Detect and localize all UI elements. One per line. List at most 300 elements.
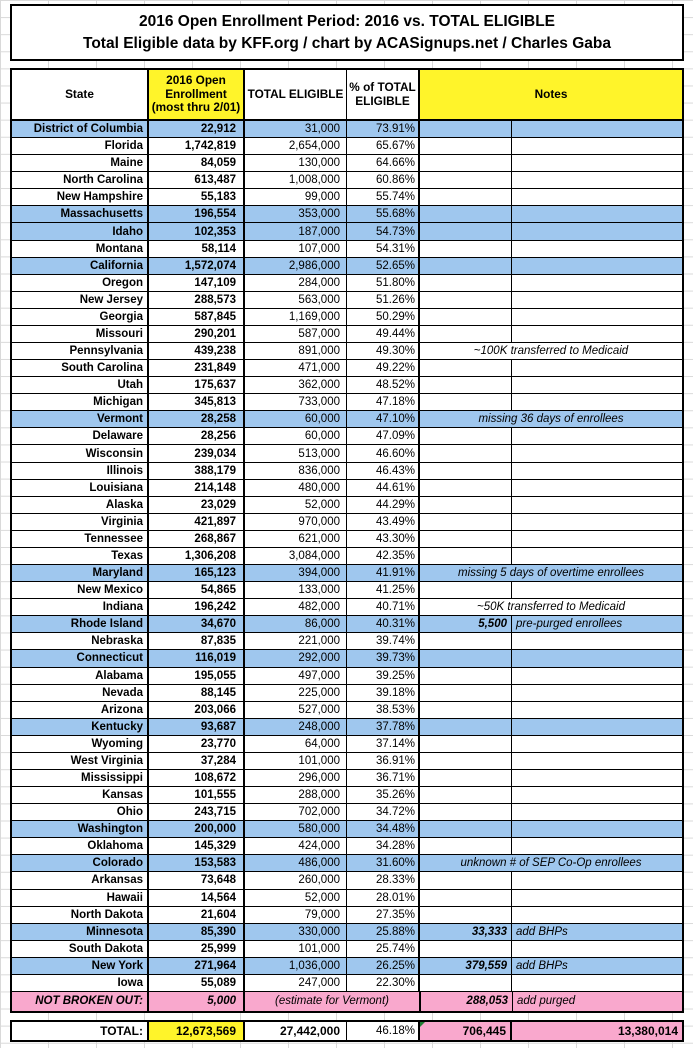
state-cell[interactable]: Ohio [12,804,149,820]
enrollment-cell[interactable]: 196,554 [149,206,245,222]
note-value-cell[interactable] [420,241,512,257]
note-value-cell[interactable] [420,497,512,513]
state-cell[interactable]: Wyoming [12,736,149,752]
eligible-cell[interactable]: 296,000 [245,770,347,786]
eligible-cell[interactable]: 52,000 [245,497,347,513]
note-value-cell[interactable] [420,172,512,188]
percent-cell[interactable]: 50.29% [347,309,420,325]
not-broken-out-enrollment[interactable]: 5,000 [149,992,245,1011]
eligible-cell[interactable]: 130,000 [245,155,347,171]
eligible-cell[interactable]: 486,000 [245,855,347,871]
enrollment-cell[interactable]: 587,845 [149,309,245,325]
state-cell[interactable]: North Dakota [12,907,149,923]
eligible-cell[interactable]: 480,000 [245,480,347,496]
note-value-cell[interactable] [420,360,512,376]
note-text-cell[interactable] [512,770,682,786]
eligible-cell[interactable]: 580,000 [245,821,347,837]
note-value-cell[interactable] [420,941,512,957]
state-cell[interactable]: Louisiana [12,480,149,496]
enrollment-cell[interactable]: 203,066 [149,702,245,718]
eligible-cell[interactable]: 99,000 [245,189,347,205]
note-value-cell[interactable] [420,770,512,786]
enrollment-cell[interactable]: 22,912 [149,121,245,137]
state-cell[interactable]: Kansas [12,787,149,803]
percent-cell[interactable]: 34.72% [347,804,420,820]
note-text-cell[interactable] [512,702,682,718]
header-percent-eligible[interactable]: % of TOTAL ELIGIBLE [347,70,420,119]
percent-cell[interactable]: 35.26% [347,787,420,803]
note-value-cell[interactable] [420,668,512,684]
enrollment-cell[interactable]: 37,284 [149,753,245,769]
state-cell[interactable]: Michigan [12,394,149,410]
note-value-cell[interactable] [420,309,512,325]
note-value-cell[interactable] [420,804,512,820]
note-value-cell[interactable] [420,377,512,393]
eligible-cell[interactable]: 101,000 [245,941,347,957]
percent-cell[interactable]: 54.31% [347,241,420,257]
enrollment-cell[interactable]: 268,867 [149,531,245,547]
enrollment-cell[interactable]: 108,672 [149,770,245,786]
enrollment-cell[interactable]: 14,564 [149,890,245,906]
note-text-cell[interactable] [512,514,682,530]
enrollment-cell[interactable]: 54,865 [149,582,245,598]
note-text-cell[interactable] [512,633,682,649]
note-value-cell[interactable] [420,428,512,444]
enrollment-cell[interactable]: 290,201 [149,326,245,342]
note-value-cell[interactable] [420,445,512,461]
eligible-cell[interactable]: 527,000 [245,702,347,718]
enrollment-cell[interactable]: 153,583 [149,855,245,871]
state-cell[interactable]: Maryland [12,565,149,581]
state-cell[interactable]: Pennsylvania [12,343,149,359]
percent-cell[interactable]: 25.74% [347,941,420,957]
note-text-cell[interactable] [512,838,682,854]
note-value-cell[interactable] [420,275,512,291]
percent-cell[interactable]: 55.74% [347,189,420,205]
eligible-cell[interactable]: 64,000 [245,736,347,752]
enrollment-cell[interactable]: 231,849 [149,360,245,376]
header-state[interactable]: State [12,70,149,119]
note-text-cell[interactable] [512,275,682,291]
percent-cell[interactable]: 47.10% [347,411,420,427]
enrollment-cell[interactable]: 23,770 [149,736,245,752]
percent-cell[interactable]: 46.60% [347,445,420,461]
note-value-cell[interactable] [420,223,512,239]
note-value-cell[interactable] [420,463,512,479]
percent-cell[interactable]: 38.53% [347,702,420,718]
note-text-cell[interactable] [512,206,682,222]
state-cell[interactable]: New Hampshire [12,189,149,205]
eligible-cell[interactable]: 353,000 [245,206,347,222]
note-text-cell[interactable]: pre-purged enrollees [516,618,623,631]
header-total-eligible[interactable]: TOTAL ELIGIBLE [245,70,347,119]
note-text-cell[interactable] [512,326,682,342]
percent-cell[interactable]: 41.25% [347,582,420,598]
enrollment-cell[interactable]: 28,256 [149,428,245,444]
note-text-cell[interactable] [512,223,682,239]
eligible-cell[interactable]: 187,000 [245,223,347,239]
percent-cell[interactable]: 40.71% [347,599,420,615]
eligible-cell[interactable]: 563,000 [245,292,347,308]
note-merged-cell[interactable]: ~50K transferred to Medicaid [477,601,625,614]
note-value-cell[interactable] [420,138,512,154]
note-value-cell[interactable] [420,582,512,598]
total-percent[interactable]: 46.18% [347,1022,420,1040]
enrollment-cell[interactable]: 73,648 [149,872,245,888]
note-text-cell[interactable] [512,309,682,325]
header-2016-enrollment[interactable]: 2016 Open Enrollment (most thru 2/01) [149,70,245,119]
not-broken-out-label[interactable]: NOT BROKEN OUT: [12,992,149,1011]
state-cell[interactable]: New Mexico [12,582,149,598]
enrollment-cell[interactable]: 200,000 [149,821,245,837]
not-broken-out-estimate[interactable]: (estimate for Vermont) [245,992,421,1011]
enrollment-cell[interactable]: 101,555 [149,787,245,803]
eligible-cell[interactable]: 733,000 [245,394,347,410]
note-text-cell[interactable] [512,189,682,205]
percent-cell[interactable]: 42.35% [347,548,420,564]
note-text-cell[interactable] [512,394,682,410]
note-text-cell[interactable] [512,258,682,274]
note-text-cell[interactable] [512,668,682,684]
note-value-cell[interactable] [420,548,512,564]
enrollment-cell[interactable]: 147,109 [149,275,245,291]
note-text-cell[interactable]: add BHPs [516,959,568,972]
note-value-cell[interactable] [420,121,512,137]
note-value-cell[interactable] [420,702,512,718]
not-broken-out-note-text[interactable]: add purged [517,995,576,1008]
note-value-cell[interactable] [420,736,512,752]
eligible-cell[interactable]: 587,000 [245,326,347,342]
eligible-cell[interactable]: 288,000 [245,787,347,803]
enrollment-cell[interactable]: 93,687 [149,719,245,735]
note-value-cell[interactable] [420,326,512,342]
enrollment-cell[interactable]: 165,123 [149,565,245,581]
note-text-cell[interactable] [512,685,682,701]
enrollment-cell[interactable]: 243,715 [149,804,245,820]
eligible-cell[interactable]: 362,000 [245,377,347,393]
note-text-cell[interactable] [512,787,682,803]
note-text-cell[interactable] [512,821,682,837]
state-cell[interactable]: Indiana [12,599,149,615]
note-text-cell[interactable] [512,582,682,598]
eligible-cell[interactable]: 79,000 [245,907,347,923]
eligible-cell[interactable]: 101,000 [245,753,347,769]
state-cell[interactable]: Alaska [12,497,149,513]
percent-cell[interactable]: 34.28% [347,838,420,854]
note-value-cell[interactable] [420,975,512,991]
note-text-cell[interactable] [512,463,682,479]
note-text-cell[interactable] [512,121,682,137]
percent-cell[interactable]: 36.91% [347,753,420,769]
percent-cell[interactable]: 39.18% [347,685,420,701]
eligible-cell[interactable]: 60,000 [245,411,347,427]
percent-cell[interactable]: 41.91% [347,565,420,581]
percent-cell[interactable]: 44.61% [347,480,420,496]
note-value-cell[interactable] [420,838,512,854]
note-text-cell[interactable] [512,377,682,393]
note-value-cell[interactable] [420,821,512,837]
percent-cell[interactable]: 39.74% [347,633,420,649]
percent-cell[interactable]: 37.78% [347,719,420,735]
enrollment-cell[interactable]: 34,670 [149,616,245,632]
percent-cell[interactable]: 46.43% [347,463,420,479]
note-value-cell[interactable] [420,258,512,274]
eligible-cell[interactable]: 497,000 [245,668,347,684]
percent-cell[interactable]: 26.25% [347,958,420,974]
enrollment-cell[interactable]: 84,059 [149,155,245,171]
eligible-cell[interactable]: 513,000 [245,445,347,461]
enrollment-cell[interactable]: 28,258 [149,411,245,427]
state-cell[interactable]: Oklahoma [12,838,149,854]
eligible-cell[interactable]: 330,000 [245,924,347,940]
percent-cell[interactable]: 64.66% [347,155,420,171]
state-cell[interactable]: Minnesota [12,924,149,940]
state-cell[interactable]: Oregon [12,275,149,291]
percent-cell[interactable]: 44.29% [347,497,420,513]
note-text-cell[interactable] [512,360,682,376]
enrollment-cell[interactable]: 195,055 [149,668,245,684]
percent-cell[interactable]: 65.67% [347,138,420,154]
state-cell[interactable]: Wisconsin [12,445,149,461]
state-cell[interactable]: Alabama [12,668,149,684]
note-text-cell[interactable] [512,138,682,154]
note-merged-cell[interactable]: unknown # of SEP Co-Op enrollees [460,857,642,870]
enrollment-cell[interactable]: 196,242 [149,599,245,615]
state-cell[interactable]: West Virginia [12,753,149,769]
percent-cell[interactable]: 51.80% [347,275,420,291]
eligible-cell[interactable]: 133,000 [245,582,347,598]
note-text-cell[interactable] [512,872,682,888]
note-merged-cell[interactable]: ~100K transferred to Medicaid [473,345,629,358]
enrollment-cell[interactable]: 271,964 [149,958,245,974]
percent-cell[interactable]: 28.33% [347,872,420,888]
enrollment-cell[interactable]: 1,742,819 [149,138,245,154]
note-text-cell[interactable] [512,241,682,257]
note-value-cell[interactable]: 379,559 [420,958,512,974]
note-value-cell[interactable]: 33,333 [420,924,512,940]
state-cell[interactable]: New York [12,958,149,974]
percent-cell[interactable]: 47.09% [347,428,420,444]
state-cell[interactable]: Idaho [12,223,149,239]
enrollment-cell[interactable]: 102,353 [149,223,245,239]
note-text-cell[interactable] [512,650,682,666]
total-note-text[interactable]: 13,380,014 [512,1022,682,1040]
not-broken-out-note-value[interactable]: 288,053 [421,992,513,1011]
note-text-cell[interactable] [512,736,682,752]
state-cell[interactable]: Nebraska [12,633,149,649]
enrollment-cell[interactable]: 55,089 [149,975,245,991]
header-notes[interactable]: Notes [420,70,682,119]
eligible-cell[interactable]: 284,000 [245,275,347,291]
eligible-cell[interactable]: 2,654,000 [245,138,347,154]
enrollment-cell[interactable]: 421,897 [149,514,245,530]
note-value-cell[interactable] [420,719,512,735]
total-label[interactable]: TOTAL: [12,1022,149,1040]
eligible-cell[interactable]: 836,000 [245,463,347,479]
eligible-cell[interactable]: 2,986,000 [245,258,347,274]
percent-cell[interactable]: 48.52% [347,377,420,393]
eligible-cell[interactable]: 86,000 [245,616,347,632]
eligible-cell[interactable]: 52,000 [245,890,347,906]
state-cell[interactable]: Maine [12,155,149,171]
enrollment-cell[interactable]: 21,604 [149,907,245,923]
eligible-cell[interactable]: 702,000 [245,804,347,820]
enrollment-cell[interactable]: 116,019 [149,650,245,666]
note-value-cell[interactable] [420,206,512,222]
note-value-cell[interactable] [420,787,512,803]
note-text-cell[interactable]: add BHPs [516,925,568,938]
eligible-cell[interactable]: 60,000 [245,428,347,444]
enrollment-cell[interactable]: 145,329 [149,838,245,854]
note-text-cell[interactable] [512,480,682,496]
state-cell[interactable]: Connecticut [12,650,149,666]
total-enrollment[interactable]: 12,673,569 [149,1022,245,1040]
percent-cell[interactable]: 73.91% [347,121,420,137]
enrollment-cell[interactable]: 613,487 [149,172,245,188]
note-text-cell[interactable] [512,497,682,513]
state-cell[interactable]: Hawaii [12,890,149,906]
state-cell[interactable]: Missouri [12,326,149,342]
state-cell[interactable]: Utah [12,377,149,393]
eligible-cell[interactable]: 394,000 [245,565,347,581]
percent-cell[interactable]: 37.14% [347,736,420,752]
state-cell[interactable]: Tennessee [12,531,149,547]
state-cell[interactable]: North Carolina [12,172,149,188]
percent-cell[interactable]: 43.49% [347,514,420,530]
note-value-cell[interactable] [420,531,512,547]
percent-cell[interactable]: 36.71% [347,770,420,786]
eligible-cell[interactable]: 891,000 [245,343,347,359]
note-value-cell[interactable] [420,907,512,923]
note-merged-cell[interactable]: missing 5 days of overtime enrollees [458,567,644,580]
state-cell[interactable]: Arkansas [12,872,149,888]
eligible-cell[interactable]: 260,000 [245,872,347,888]
note-text-cell[interactable] [512,941,682,957]
percent-cell[interactable]: 47.18% [347,394,420,410]
note-value-cell[interactable] [420,872,512,888]
enrollment-cell[interactable]: 214,148 [149,480,245,496]
state-cell[interactable]: District of Columbia [12,121,149,137]
enrollment-cell[interactable]: 239,034 [149,445,245,461]
percent-cell[interactable]: 49.22% [347,360,420,376]
enrollment-cell[interactable]: 23,029 [149,497,245,513]
percent-cell[interactable]: 49.30% [347,343,420,359]
note-text-cell[interactable] [512,804,682,820]
state-cell[interactable]: Virginia [12,514,149,530]
state-cell[interactable]: Arizona [12,702,149,718]
note-value-cell[interactable] [420,890,512,906]
state-cell[interactable]: Texas [12,548,149,564]
state-cell[interactable]: California [12,258,149,274]
state-cell[interactable]: Massachusetts [12,206,149,222]
eligible-cell[interactable]: 107,000 [245,241,347,257]
enrollment-cell[interactable]: 1,306,208 [149,548,245,564]
eligible-cell[interactable]: 1,008,000 [245,172,347,188]
eligible-cell[interactable]: 31,000 [245,121,347,137]
state-cell[interactable]: Mississippi [12,770,149,786]
note-value-cell[interactable] [420,394,512,410]
eligible-cell[interactable]: 471,000 [245,360,347,376]
state-cell[interactable]: Colorado [12,855,149,871]
eligible-cell[interactable]: 424,000 [245,838,347,854]
enrollment-cell[interactable]: 345,813 [149,394,245,410]
eligible-cell[interactable]: 248,000 [245,719,347,735]
percent-cell[interactable]: 39.73% [347,650,420,666]
note-value-cell[interactable] [420,685,512,701]
note-text-cell[interactable] [512,753,682,769]
percent-cell[interactable]: 28.01% [347,890,420,906]
state-cell[interactable]: Montana [12,241,149,257]
note-text-cell[interactable] [512,172,682,188]
percent-cell[interactable]: 52.65% [347,258,420,274]
eligible-cell[interactable]: 621,000 [245,531,347,547]
percent-cell[interactable]: 60.86% [347,172,420,188]
enrollment-cell[interactable]: 1,572,074 [149,258,245,274]
note-text-cell[interactable] [512,890,682,906]
note-value-cell[interactable] [420,650,512,666]
note-value-cell[interactable] [420,514,512,530]
percent-cell[interactable]: 22.30% [347,975,420,991]
eligible-cell[interactable]: 225,000 [245,685,347,701]
percent-cell[interactable]: 51.26% [347,292,420,308]
state-cell[interactable]: Vermont [12,411,149,427]
state-cell[interactable]: South Dakota [12,941,149,957]
note-text-cell[interactable] [512,292,682,308]
enrollment-cell[interactable]: 88,145 [149,685,245,701]
note-merged-cell[interactable]: missing 36 days of enrollees [478,413,624,426]
percent-cell[interactable]: 27.35% [347,907,420,923]
eligible-cell[interactable]: 970,000 [245,514,347,530]
note-value-cell[interactable] [420,155,512,171]
note-value-cell[interactable] [420,292,512,308]
enrollment-cell[interactable]: 85,390 [149,924,245,940]
note-text-cell[interactable] [512,548,682,564]
note-value-cell[interactable] [420,480,512,496]
enrollment-cell[interactable]: 288,573 [149,292,245,308]
enrollment-cell[interactable]: 25,999 [149,941,245,957]
state-cell[interactable]: Illinois [12,463,149,479]
percent-cell[interactable]: 49.44% [347,326,420,342]
percent-cell[interactable]: 43.30% [347,531,420,547]
eligible-cell[interactable]: 292,000 [245,650,347,666]
enrollment-cell[interactable]: 175,637 [149,377,245,393]
state-cell[interactable]: Nevada [12,685,149,701]
eligible-cell[interactable]: 482,000 [245,599,347,615]
note-value-cell[interactable] [420,633,512,649]
percent-cell[interactable]: 40.31% [347,616,420,632]
percent-cell[interactable]: 31.60% [347,855,420,871]
enrollment-cell[interactable]: 58,114 [149,241,245,257]
state-cell[interactable]: Iowa [12,975,149,991]
percent-cell[interactable]: 34.48% [347,821,420,837]
eligible-cell[interactable]: 3,084,000 [245,548,347,564]
note-text-cell[interactable] [512,531,682,547]
state-cell[interactable]: Florida [12,138,149,154]
eligible-cell[interactable]: 221,000 [245,633,347,649]
note-value-cell[interactable]: 5,500 [420,616,512,632]
enrollment-cell[interactable]: 87,835 [149,633,245,649]
percent-cell[interactable]: 39.25% [347,668,420,684]
total-note-value[interactable] [420,1022,512,1040]
percent-cell[interactable]: 25.88% [347,924,420,940]
eligible-cell[interactable]: 247,000 [245,975,347,991]
note-value-cell[interactable] [420,753,512,769]
state-cell[interactable]: South Carolina [12,360,149,376]
percent-cell[interactable]: 54.73% [347,223,420,239]
eligible-cell[interactable]: 1,036,000 [245,958,347,974]
note-text-cell[interactable] [512,155,682,171]
note-text-cell[interactable] [512,975,682,991]
